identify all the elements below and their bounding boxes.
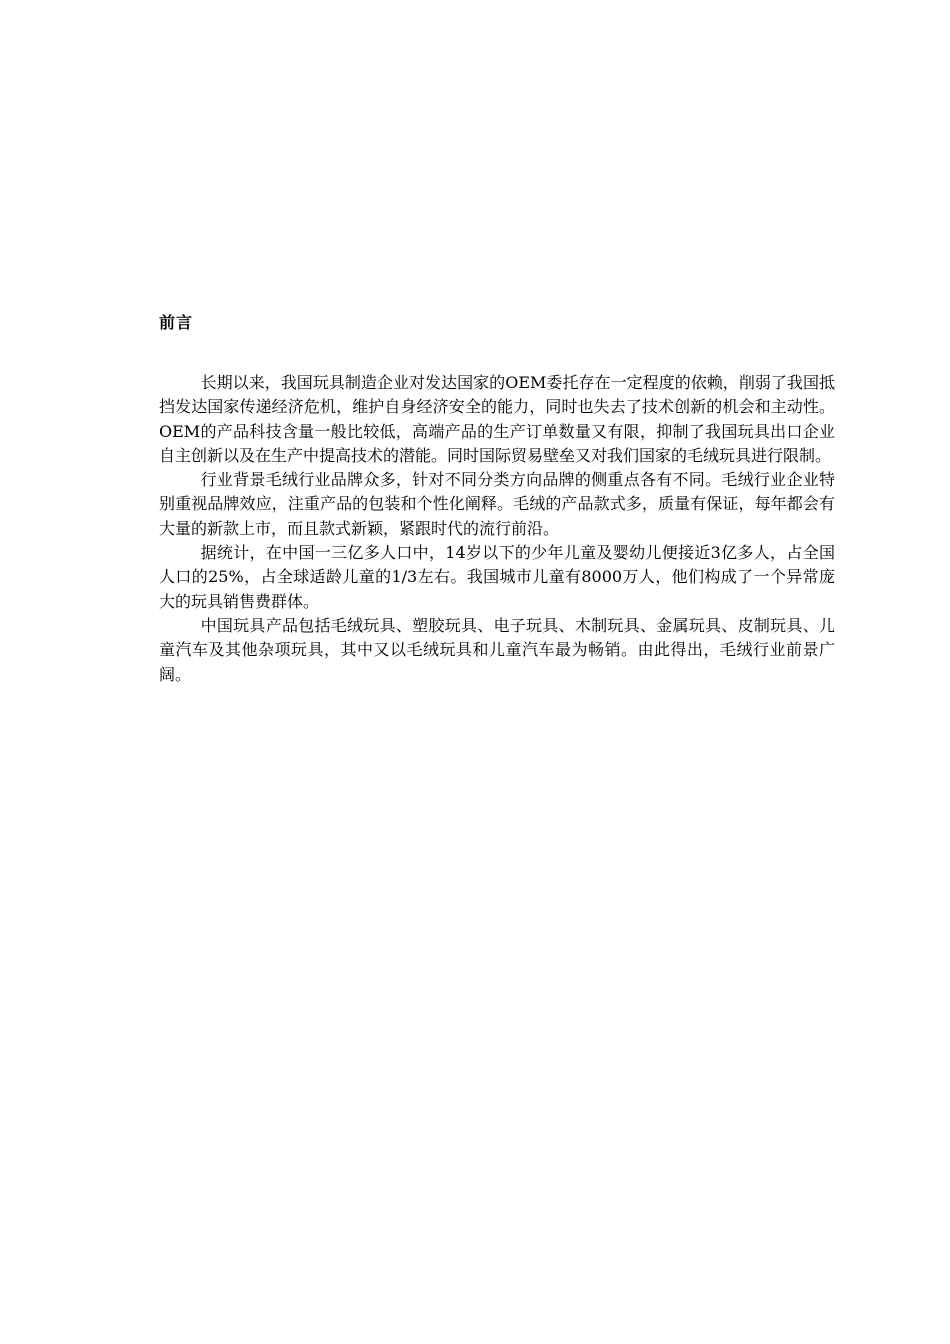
paragraph-oem-dependence: 长期以来，我国玩具制造企业对发达国家的OEM委托存在一定程度的依赖，削弱了我国抵挡发达国家传递经济危机，维护自身经济安全的能力，同时也失去了技术创新的机会和主动性。OEM的产品科技含量一般比较低，高端产品的生产订单数量又有限，抑制了我国玩具出口企业自主创新以及在生产中提高技术的潜能。同时国际贸易壁垒又对我们国家的毛绒玩具进行限制。 bbox=[159, 373, 835, 465]
section-heading: 前言 bbox=[159, 313, 194, 332]
paragraph-product-categories: 中国玩具产品包括毛绒玩具、塑胶玩具、电子玩具、木制玩具、金属玩具、皮制玩具、儿童汽车及其他杂项玩具，其中又以毛绒玩具和儿童汽车最为畅销。由此得出，毛绒行业前景广阔。 bbox=[159, 615, 835, 684]
paragraph-industry-background: 行业背景毛绒行业品牌众多，针对不同分类方向品牌的侧重点各有不同。毛绒行业企业特别重视品牌效应，注重产品的包装和个性化阐释。毛绒的产品款式多，质量有保证，每年都会有大量的新款上市，而且款式新颖，紧跟时代的流行前沿。 bbox=[159, 470, 835, 538]
body-text bbox=[159, 371, 835, 687]
paragraph-statistics: 据统计，在中国一三亿多人口中，14岁以下的少年儿童及婴幼儿便接近3亿多人，占全国人口的25%，占全球适龄儿童的1/3左右。我国城市儿童有8000万人，他们构成了一个异常庞大的玩具销售费群体。 bbox=[159, 543, 835, 611]
